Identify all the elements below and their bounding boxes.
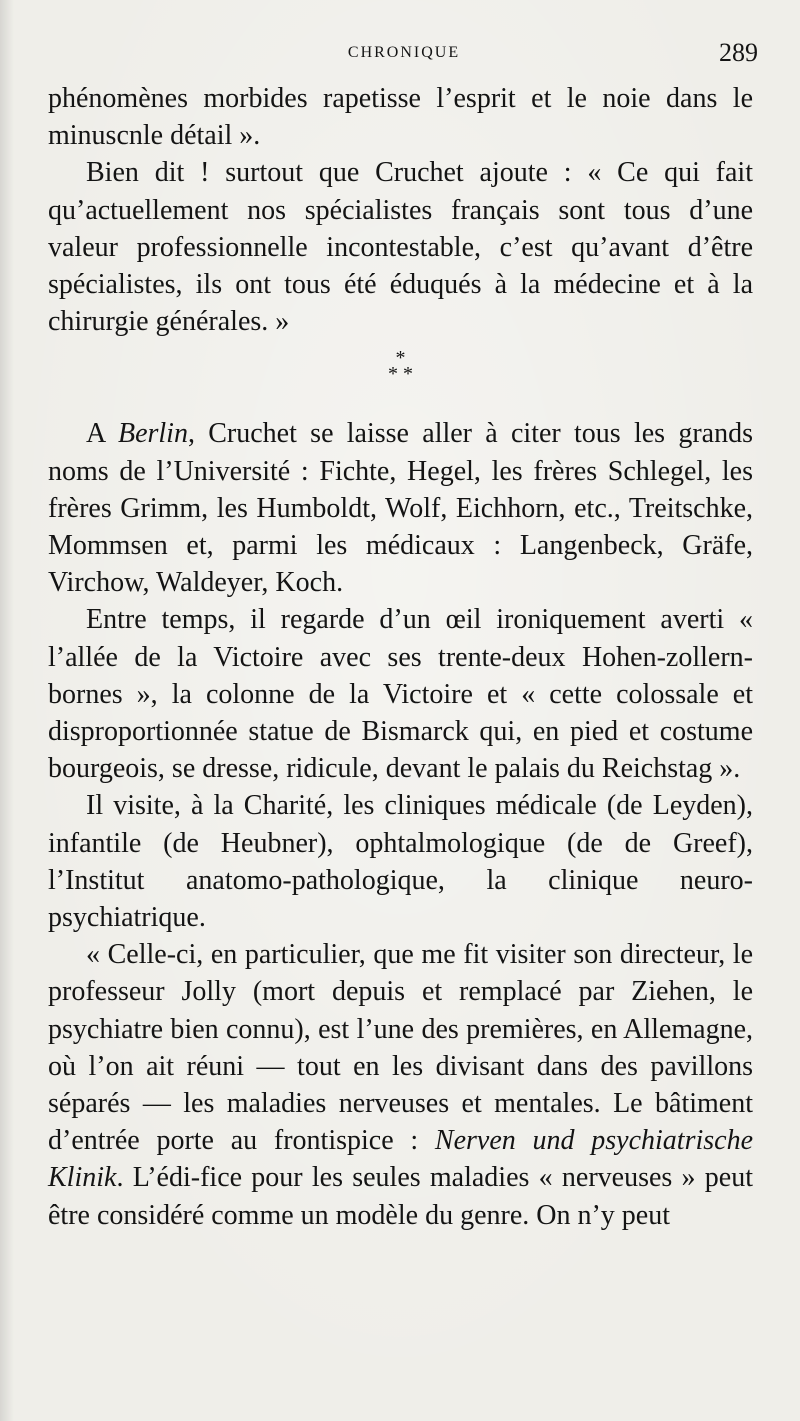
berlin-lead: A [86,418,118,450]
section-asterism [48,340,753,415]
paragraph-entre-temps: Entre temps, il regarde d’un œil ironiquement averti « l’allée de la Victoire avec ses trente-deux Hohen-zollern-bornes », la colonne de la Victoire et « cette colossale et disproportionnée statue de Bismarck qui, en pied et costume bourgeois, se dresse, ridicule, devant le palais du Reichstag ». [48,604,753,785]
paragraph-charite: Il visite, à la Charité, les cliniques médicale (de Leyden), infantile (de Heubner), ophtalmologique (de de Greef), l’Institut anatomo-pathologique, la clinique neuro-psychiatrique. [48,790,753,934]
paragraph-bien-dit: Bien dit ! surtout que Cruchet ajoute : « Ce qui fait qu’actuellement nos spécialistes français sont tous d’une valeur professionnelle incontestable, c’est qu’avant d’être spécialistes, ils ont tous été éduqués à la médecine et à la chirurgie générales. » [48,157,753,338]
celle-ci-rest: . L’édi-fice pour les seules maladies « nerveuses » peut être considéré comme un modèle du genre. On n’y peut [48,1162,753,1231]
paragraph-continued: phénomènes morbides rapetisse l’esprit et le noie dans le minuscnle détail ». [48,83,753,152]
gutter-shadow [0,0,14,1421]
paragraph-berlin [48,415,753,601]
running-title: CHRONIQUE [347,44,461,61]
running-head [48,38,760,72]
berlin-place-name: Berlin [117,418,188,450]
body-text [48,80,753,1234]
asterism-top-star: * [395,347,406,370]
asterism-bottom-stars: * * [388,363,413,386]
asterism-stars [48,347,753,386]
page-number: 289 [719,38,758,67]
klinik-inscription: Nerven und psychiatrische Klinik [48,1125,754,1194]
berlin-rest: , Cruchet se laisse aller à citer tous les grands noms de l’Université : Fichte, Hegel, les frères Schlegel, les frères Grimm, les Humboldt, Wolf, Eichhorn, etc., Treitschke, Mommsen et, parmi les médicaux : Langenbeck, Gräfe, Virchow, Waldeyer, Koch. [48,418,753,599]
celle-ci-lead: « Celle-ci, en particulier, que me fit visiter son directeur, le professeur Jolly (mort depuis et remplacé par Ziehen, le psychiatre bien connu), est l’une des premières, en Allemagne, où l’on ait réuni — tout en les divisant dans des pavillons séparés — les maladies nerveuses et mentales. Le bâtiment d’entrée porte au frontispice : [48,939,753,1157]
paragraph-celle-ci [48,936,753,1234]
